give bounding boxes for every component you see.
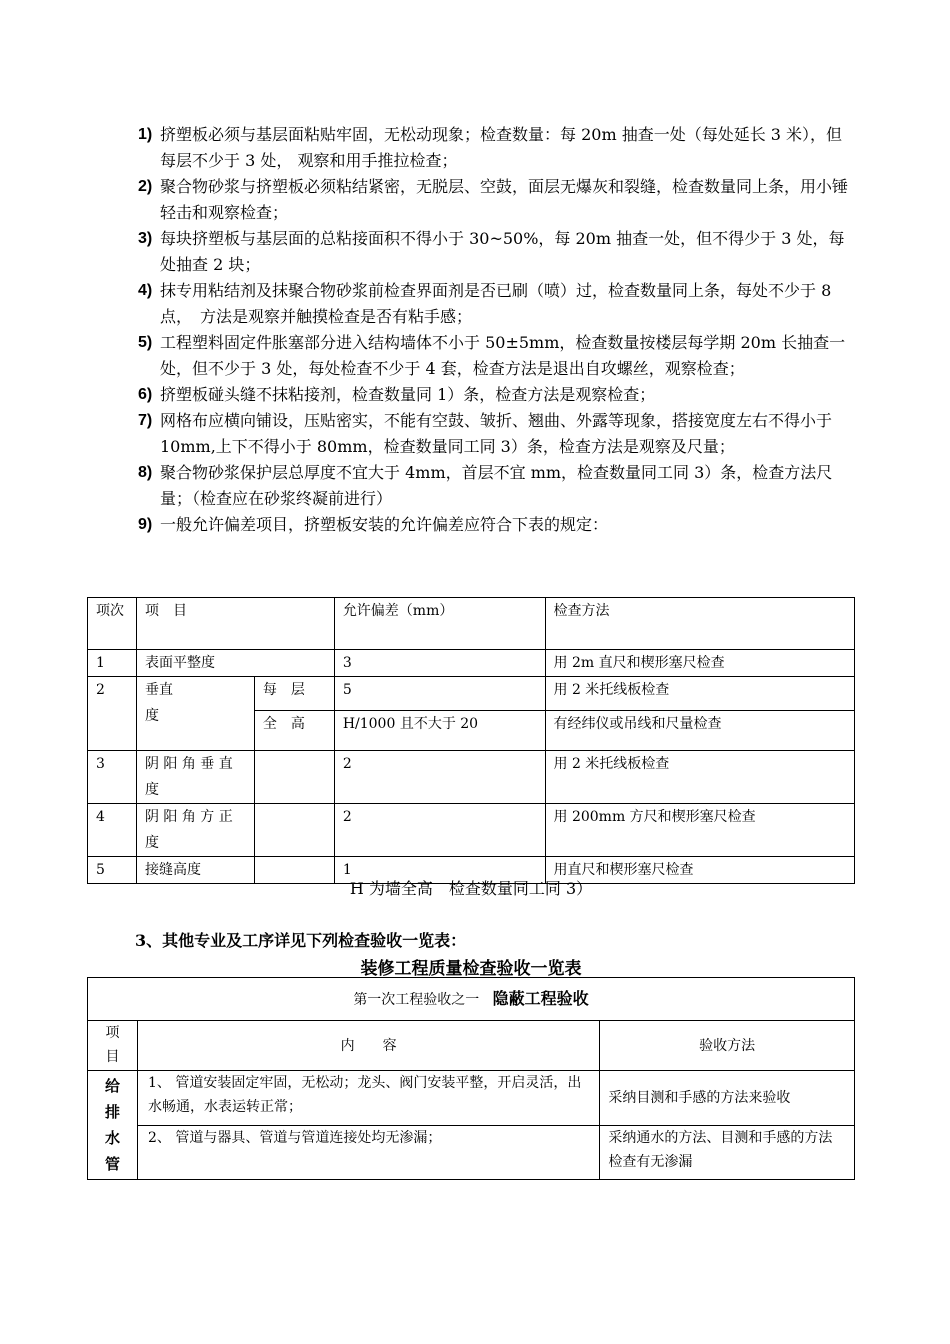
row-no: 4: [88, 804, 137, 857]
row-content: 1、 管道安装固定牢固，无松动；龙头、阀门安装平整，开启灵活，出水畅通，水表运转正常；: [137, 1071, 599, 1126]
list-item: [138, 122, 858, 174]
row-item: 阴 阳 角 方 正 度: [136, 804, 254, 857]
row-no: 5: [88, 857, 137, 884]
item-text: 挤塑板必须与基层面粘贴牢固，无松动现象；检查数量：每 20m 抽查一处（每处延长 3 米），但每层不少于 3 处， 观察和用手推拉检查；: [160, 125, 843, 170]
header-item: 项 目: [136, 598, 334, 650]
row-tolerance: H/1000 且不大于 20: [334, 711, 545, 751]
item-text: 聚合物砂浆保护层总厚度不宜大于 4mm，首层不宜 mm，检查数量同工同 3）条，检查方法尺量；（检查应在砂浆终凝前进行）: [160, 463, 833, 508]
item-text: 抹专用粘结剂及抹聚合物砂浆前检查界面剂是否已刷（喷）过，检查数量同上条，每处不少于 8 点， 方法是观察并触摸检查是否有粘手感；: [160, 281, 832, 326]
row-item: 阴 阳 角 垂 直 度: [136, 751, 254, 804]
list-item: [138, 408, 858, 460]
row-item: 垂直度: [136, 677, 254, 751]
header-method: 检查方法: [545, 598, 855, 650]
list-item: [138, 330, 858, 382]
inspection-list: [138, 122, 858, 538]
list-item: [138, 460, 858, 512]
list-item: [138, 512, 858, 538]
item-number: 2): [138, 178, 153, 195]
row-item: 接缝高度: [136, 857, 254, 884]
row-item: 表面平整度: [136, 650, 334, 677]
caption-row: [88, 978, 855, 1021]
item-text: 工程塑料固定件胀塞部分进入结构墙体不小于 50±5mm，检查数量按楼层每学期 20m 长抽查一处，但不少于 3 处，每处检查不少于 4 套，检查方法是退出自攻螺丝，观察检查；: [160, 333, 846, 378]
row-content: 2、 管道与器具、管道与管道连接处均无渗漏；: [137, 1125, 599, 1180]
table-title: 装修工程质量检查验收一览表: [360, 959, 582, 979]
header-no: 项次: [88, 598, 137, 650]
header-method: 验收方法: [600, 1021, 855, 1071]
header-item: 项目: [88, 1021, 138, 1071]
list-item: [138, 174, 858, 226]
list-item: [138, 226, 858, 278]
table-header-row: [88, 598, 855, 650]
row-tolerance: 2: [334, 804, 545, 857]
caption-main: 隐蔽工程验收: [492, 988, 589, 1008]
table-row: [88, 1071, 855, 1126]
item-number: 3): [138, 230, 153, 247]
item-number: 9): [138, 516, 153, 533]
table-note: H 为墙全高 检查数量同工同 3）: [349, 879, 593, 898]
row-no: 2: [88, 677, 137, 751]
item-number: 4): [138, 282, 153, 299]
list-item: [138, 382, 858, 408]
row-method: 用 2 米托线板检查: [545, 751, 855, 804]
acceptance-table: [87, 977, 855, 1180]
empty-cell: [254, 751, 334, 804]
row-no: 3: [88, 751, 137, 804]
empty-cell: [254, 804, 334, 857]
item-text: 网格布应横向铺设，压贴密实，不能有空鼓、皱折、翘曲、外露等现象，搭接宽度左右不得小于 10mm,上下不得小于 80mm，检查数量同工同 3）条，检查方法是观察及尺量；: [160, 411, 833, 456]
row-method: 用直尺和楔形塞尺检查: [545, 857, 855, 884]
table-header-row: [88, 1021, 855, 1071]
section-heading: 3、其他专业及工序详见下列检查验收一览表：: [135, 931, 467, 950]
item-number: 7): [138, 412, 153, 429]
row-no: 1: [88, 650, 137, 677]
row-sub: 全 高: [254, 711, 334, 751]
item-number: 6): [138, 386, 153, 403]
row-method: 用 200mm 方尺和楔形塞尺检查: [545, 804, 855, 857]
item-number: 1): [138, 126, 153, 143]
item-text: 一般允许偏差项目，挤塑板安装的允许偏差应符合下表的规定：: [160, 515, 609, 534]
table-row: [88, 677, 855, 711]
row-sub: 每 层: [254, 677, 334, 711]
row-method: 用 2m 直尺和楔形塞尺检查: [545, 650, 855, 677]
tolerance-table: [87, 597, 855, 884]
item-text: 挤塑板碰头缝不抹粘接剂，检查数量同 1）条，检查方法是观察检查；: [160, 385, 656, 404]
row-method: 采纳通水的方法、目测和手感的方法检查有无渗漏: [600, 1125, 855, 1180]
caption-cell: [88, 978, 855, 1021]
table-row: [88, 751, 855, 804]
row-tolerance: 1: [334, 857, 545, 884]
group-label: 给排水管: [88, 1071, 138, 1180]
row-tolerance: 2: [334, 751, 545, 804]
item-number: 5): [138, 334, 153, 351]
row-method: 用 2 米托线板检查: [545, 677, 855, 711]
table-row: [88, 650, 855, 677]
row-method: 有经纬仪或吊线和尺量检查: [545, 711, 855, 751]
row-method: 采纳目测和手感的方法来验收: [600, 1071, 855, 1126]
list-item: [138, 278, 858, 330]
header-tolerance: 允许偏差（mm）: [334, 598, 545, 650]
header-content: 内 容: [137, 1021, 599, 1071]
caption-prefix: 第一次工程验收之一: [353, 991, 480, 1008]
table-row: [88, 1125, 855, 1180]
row-tolerance: 3: [334, 650, 545, 677]
item-text: 聚合物砂浆与挤塑板必须粘结紧密，无脱层、空鼓，面层无爆灰和裂缝，检查数量同上条，用小锤轻击和观察检查；: [160, 177, 849, 222]
item-text: 每块挤塑板与基层面的总粘接面积不得小于 30~50%，每 20m 抽查一处，但不得少于 3 处，每处抽查 2 块；: [160, 229, 845, 274]
item-number: 8): [138, 464, 153, 481]
table-row: [88, 804, 855, 857]
row-tolerance: 5: [334, 677, 545, 711]
